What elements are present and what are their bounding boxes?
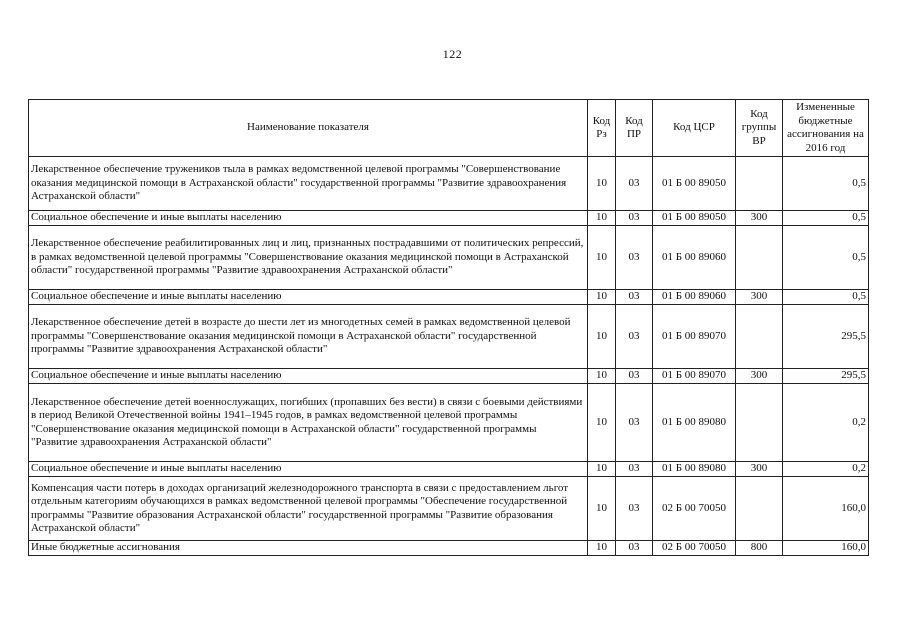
row-vr: 800 — [736, 541, 783, 556]
row-vr — [736, 305, 783, 369]
row-amount: 160,0 — [783, 541, 869, 556]
row-vr: 300 — [736, 369, 783, 384]
table-row — [29, 305, 869, 369]
row-amount: 295,5 — [783, 305, 869, 369]
header-amount: Измененные бюджетные ассигнования на 2016 год — [783, 100, 869, 157]
row-rz: 10 — [588, 541, 616, 556]
row-name: Иные бюджетные ассигнования — [29, 541, 588, 556]
row-vr — [736, 477, 783, 541]
table-row — [29, 462, 869, 477]
row-rz: 10 — [588, 305, 616, 369]
row-rz: 10 — [588, 211, 616, 226]
row-vr — [736, 384, 783, 462]
row-vr: 300 — [736, 462, 783, 477]
row-pr: 03 — [616, 462, 653, 477]
row-rz: 10 — [588, 290, 616, 305]
row-csr: 02 Б 00 70050 — [653, 477, 736, 541]
row-rz: 10 — [588, 226, 616, 290]
row-csr: 01 Б 00 89060 — [653, 226, 736, 290]
row-rz: 10 — [588, 369, 616, 384]
row-name: Лекарственное обеспечение тружеников тыла в рамках ведомственной целевой программы "Совершенствование оказания медицинской помощи в Астраханской области" государственной программы "Развитие здравоохранения Астраханской области" — [29, 157, 588, 211]
row-pr: 03 — [616, 290, 653, 305]
row-vr: 300 — [736, 290, 783, 305]
row-name: Социальное обеспечение и иные выплаты населению — [29, 369, 588, 384]
row-csr: 01 Б 00 89050 — [653, 157, 736, 211]
table-row — [29, 384, 869, 462]
header-csr: Код ЦСР — [653, 100, 736, 157]
header-rz: Код Рз — [588, 100, 616, 157]
row-name: Социальное обеспечение и иные выплаты населению — [29, 462, 588, 477]
row-pr: 03 — [616, 384, 653, 462]
row-name: Компенсация части потерь в доходах организаций железнодорожного транспорта в связи с предоставлением льгот отдельным категориям обучающихся в рамках ведомственной целевой программы "Обеспечение государственной программы "Развитие образования Астраханской области" государственной программы "Развитие образования Астраханской области" — [29, 477, 588, 541]
row-csr: 01 Б 00 89050 — [653, 211, 736, 226]
table-row — [29, 290, 869, 305]
header-vr: Код группы ВР — [736, 100, 783, 157]
row-pr: 03 — [616, 477, 653, 541]
header-pr: Код ПР — [616, 100, 653, 157]
row-csr: 01 Б 00 89080 — [653, 462, 736, 477]
row-csr: 01 Б 00 89080 — [653, 384, 736, 462]
table-row — [29, 157, 869, 211]
row-name: Лекарственное обеспечение детей в возрасте до шести лет из многодетных семей в рамках ведомственной целевой программы "Совершенствование оказания медицинской помощи в Астраханской области" государственной программы "Развитие здравоохранения Астраханской области" — [29, 305, 588, 369]
table-row — [29, 541, 869, 556]
row-amount: 0,5 — [783, 157, 869, 211]
row-pr: 03 — [616, 369, 653, 384]
header-row — [29, 100, 869, 157]
row-amount: 295,5 — [783, 369, 869, 384]
row-vr — [736, 157, 783, 211]
budget-table — [28, 99, 869, 556]
table-row — [29, 477, 869, 541]
row-rz: 10 — [588, 157, 616, 211]
row-rz: 10 — [588, 462, 616, 477]
row-rz: 10 — [588, 384, 616, 462]
row-amount: 0,2 — [783, 384, 869, 462]
table-row — [29, 369, 869, 384]
row-vr: 300 — [736, 211, 783, 226]
row-pr: 03 — [616, 157, 653, 211]
row-name: Социальное обеспечение и иные выплаты населению — [29, 290, 588, 305]
row-amount: 0,5 — [783, 211, 869, 226]
row-amount: 0,5 — [783, 226, 869, 290]
row-csr: 02 Б 00 70050 — [653, 541, 736, 556]
table-row — [29, 226, 869, 290]
row-name: Лекарственное обеспечение детей военнослужащих, погибших (пропавших без вести) в связи с боевыми действиями в период Великой Отечественной войны 1941–1945 годов, в рамках ведомственной целевой программы "Совершенствование оказания медицинской помощи в Астраханской области" государственной программы "Развитие здравоохранения Астраханской области" — [29, 384, 588, 462]
table-row — [29, 211, 869, 226]
row-amount: 0,5 — [783, 290, 869, 305]
row-amount: 160,0 — [783, 477, 869, 541]
row-name: Социальное обеспечение и иные выплаты населению — [29, 211, 588, 226]
row-rz: 10 — [588, 477, 616, 541]
row-pr: 03 — [616, 211, 653, 226]
row-vr — [736, 226, 783, 290]
row-pr: 03 — [616, 541, 653, 556]
row-name: Лекарственное обеспечение реабилитированных лиц и лиц, признанных пострадавшими от политических репрессий, в рамках ведомственной целевой программы "Совершенствование оказания медицинской помощи в Астраханской области" государственной программы "Развитие здравоохранения Астраханской области" — [29, 226, 588, 290]
page-number: 122 — [442, 47, 463, 61]
row-pr: 03 — [616, 305, 653, 369]
header-name: Наименование показателя — [29, 100, 588, 157]
row-pr: 03 — [616, 226, 653, 290]
row-csr: 01 Б 00 89060 — [653, 290, 736, 305]
row-csr: 01 Б 00 89070 — [653, 305, 736, 369]
row-csr: 01 Б 00 89070 — [653, 369, 736, 384]
row-amount: 0,2 — [783, 462, 869, 477]
